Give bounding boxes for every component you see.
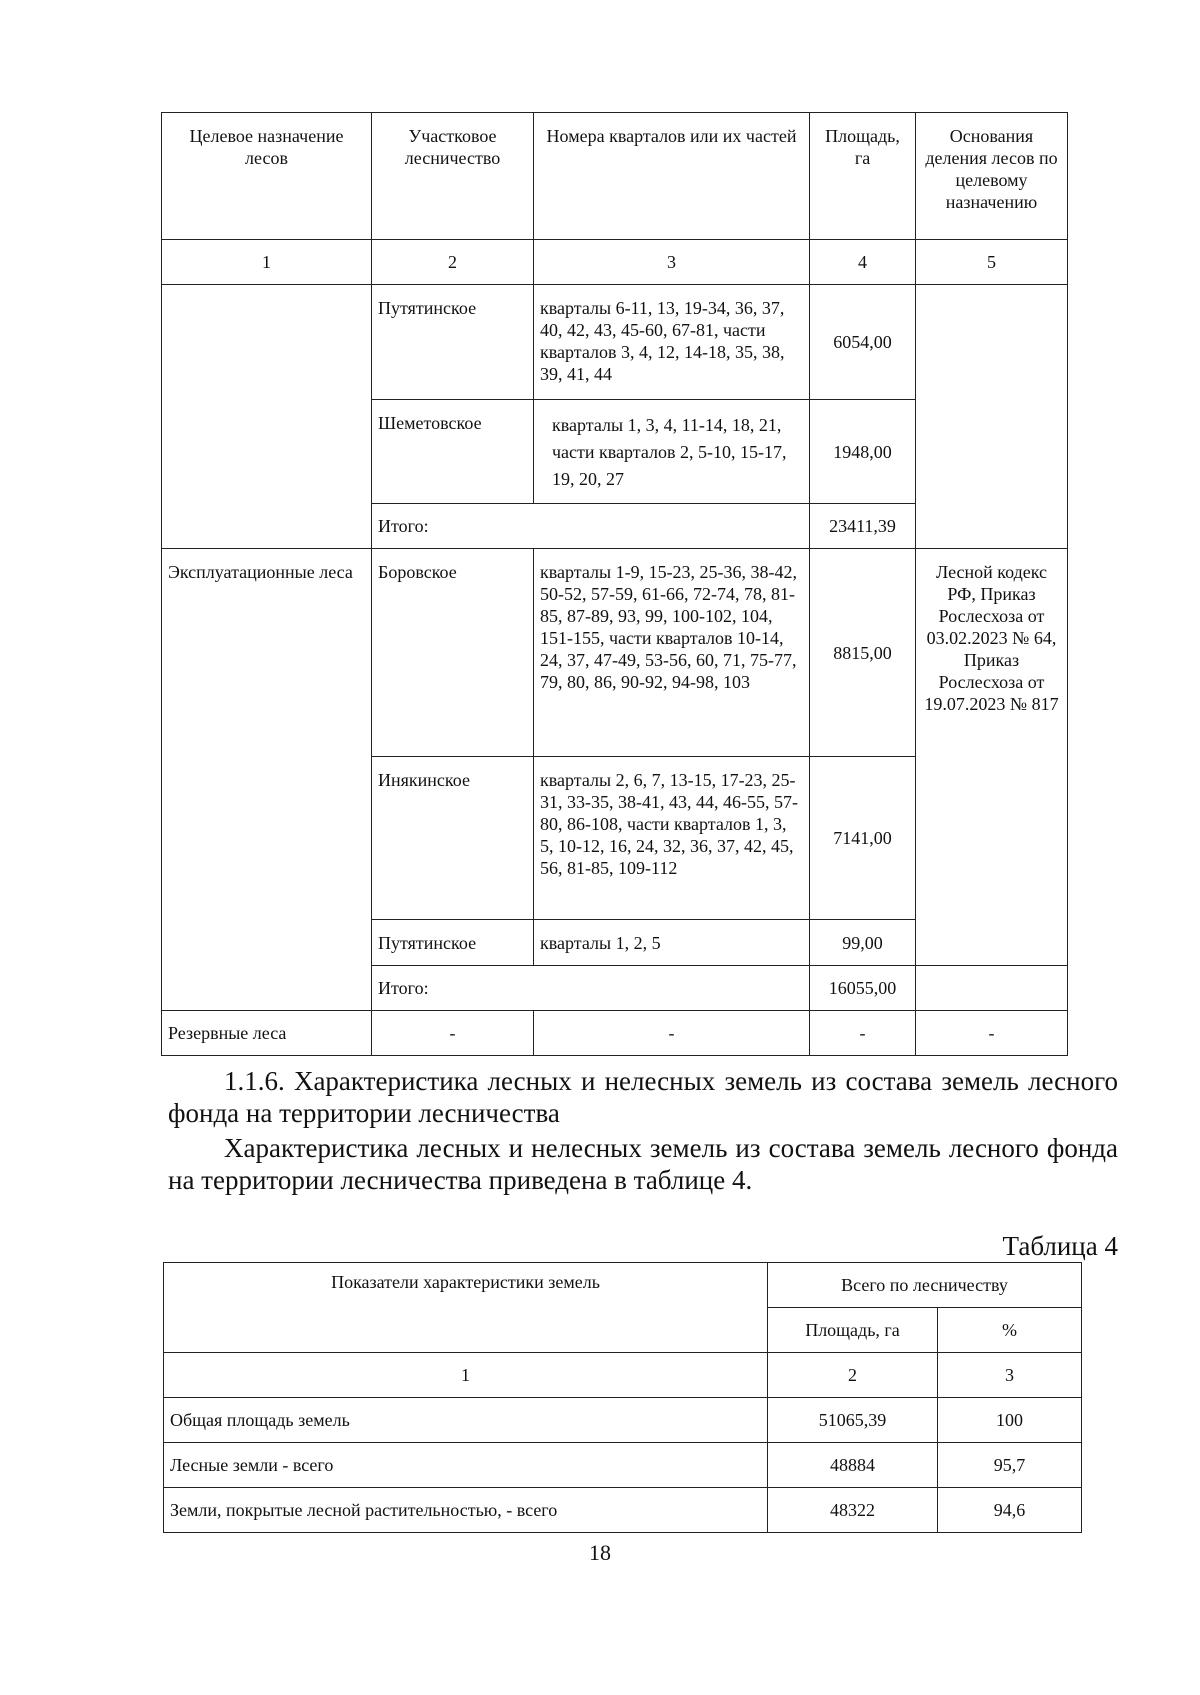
forestry-name: Боровское	[372, 549, 534, 757]
total-label: Итого:	[372, 504, 810, 549]
section-paragraph: Характеристика лесных и нелесных земель из состава земель лесного фонда на территории лесничества приведена в таблице 4.	[168, 1133, 1118, 1195]
area-value: 6054,00	[810, 285, 916, 400]
column-number-row	[164, 1353, 1082, 1398]
area-value: 48884	[768, 1443, 938, 1488]
table-row	[164, 1443, 1082, 1488]
table-row	[162, 1011, 1068, 1056]
header-percent: %	[938, 1308, 1082, 1353]
table-row	[164, 1488, 1082, 1533]
column-number-row	[162, 240, 1068, 285]
basis-text: -	[916, 1011, 1068, 1056]
basis-text: Лесной кодекс РФ, Приказ Рослесхоза от 03.02.2023 № 64, Приказ Рослесхоза от 19.07.2023 № 817	[916, 549, 1068, 966]
area-value: 48322	[768, 1488, 938, 1533]
area-value: 8815,00	[810, 549, 916, 757]
column-number: 1	[164, 1353, 768, 1398]
area-value: 99,00	[810, 920, 916, 966]
percent-value: 100	[938, 1398, 1082, 1443]
header-basis: Основания деления лесов по целевому назначению	[916, 113, 1068, 240]
quarters-list: кварталы 1, 3, 4, 11-14, 18, 21, части кварталов 2, 5-10, 15-17, 19, 20, 27	[534, 400, 810, 504]
header-purpose: Целевое назначение лесов	[162, 113, 372, 240]
column-number: 3	[534, 240, 810, 285]
column-number: 2	[768, 1353, 938, 1398]
purpose-exploitation: Эксплуатационные леса	[162, 549, 372, 1011]
table-header-row	[164, 1263, 1082, 1308]
header-area: Площадь, га	[810, 113, 916, 240]
basis-cell-empty	[916, 285, 1068, 549]
purpose-reserve: Резервные леса	[162, 1011, 372, 1056]
forest-purpose-table	[161, 112, 1068, 1056]
area-value: 7141,00	[810, 757, 916, 920]
page-number: 18	[589, 1540, 611, 1565]
table-row	[164, 1398, 1082, 1443]
quarters-list: -	[534, 1011, 810, 1056]
quarters-list: кварталы 6-11, 13, 19-34, 36, 37, 40, 42, 43, 45-60, 67-81, части кварталов 3, 4, 12, 14-18, 35, 38, 39, 41, 44	[534, 285, 810, 400]
forestry-name: -	[372, 1011, 534, 1056]
table-row	[162, 285, 1068, 400]
indicator-name: Общая площадь земель	[164, 1398, 768, 1443]
forestry-name: Путятинское	[372, 920, 534, 966]
header-indicator: Показатели характеристики земель	[164, 1263, 768, 1353]
header-forestry: Участковое лесничество	[372, 113, 534, 240]
column-number: 4	[810, 240, 916, 285]
percent-value: 95,7	[938, 1443, 1082, 1488]
area-value: 1948,00	[810, 400, 916, 504]
indicator-name: Лесные земли - всего	[164, 1443, 768, 1488]
column-number: 5	[916, 240, 1068, 285]
percent-value: 94,6	[938, 1488, 1082, 1533]
forestry-name: Шеметовское	[372, 400, 534, 504]
total-label: Итого:	[372, 966, 810, 1011]
column-number: 3	[938, 1353, 1082, 1398]
indicator-name: Земли, покрытые лесной растительностью, - всего	[164, 1488, 768, 1533]
forestry-name: Путятинское	[372, 285, 534, 400]
total-area: 23411,39	[810, 504, 916, 549]
header-quarters: Номера кварталов или их частей	[534, 113, 810, 240]
area-value: -	[810, 1011, 916, 1056]
quarters-list: кварталы 1, 2, 5	[534, 920, 810, 966]
quarters-list: кварталы 1-9, 15-23, 25-36, 38-42, 50-52, 57-59, 61-66, 72-74, 78, 81-85, 87-89, 93, 99, 100-102, 104, 151-155, части кварталов 10-14, 24, 37, 47-49, 53-56, 60, 71, 75-77, 79, 80, 86, 90-92, 94-98, 103	[534, 549, 810, 757]
purpose-cell-empty	[162, 285, 372, 549]
land-characteristics-table	[163, 1262, 1082, 1533]
total-area: 16055,00	[810, 966, 916, 1011]
forestry-name: Инякинское	[372, 757, 534, 920]
table-caption: Таблица 4	[1002, 1231, 1118, 1261]
column-number: 1	[162, 240, 372, 285]
basis-cell-empty	[916, 966, 1068, 1011]
header-area: Площадь, га	[768, 1308, 938, 1353]
column-number: 2	[372, 240, 534, 285]
table-header-row	[162, 113, 1068, 240]
section-heading: 1.1.6. Характеристика лесных и нелесных земель из состава земель лесного фонда на территории лесничества	[168, 1066, 1118, 1128]
quarters-list: кварталы 2, 6, 7, 13-15, 17-23, 25-31, 33-35, 38-41, 43, 44, 46-55, 57-80, 86-108, части кварталов 1, 3, 5, 10-12, 16, 24, 32, 36, 37, 42, 45, 56, 81-85, 109-112	[534, 757, 810, 920]
header-total: Всего по лесничеству	[768, 1263, 1082, 1308]
table-row	[162, 549, 1068, 757]
area-value: 51065,39	[768, 1398, 938, 1443]
